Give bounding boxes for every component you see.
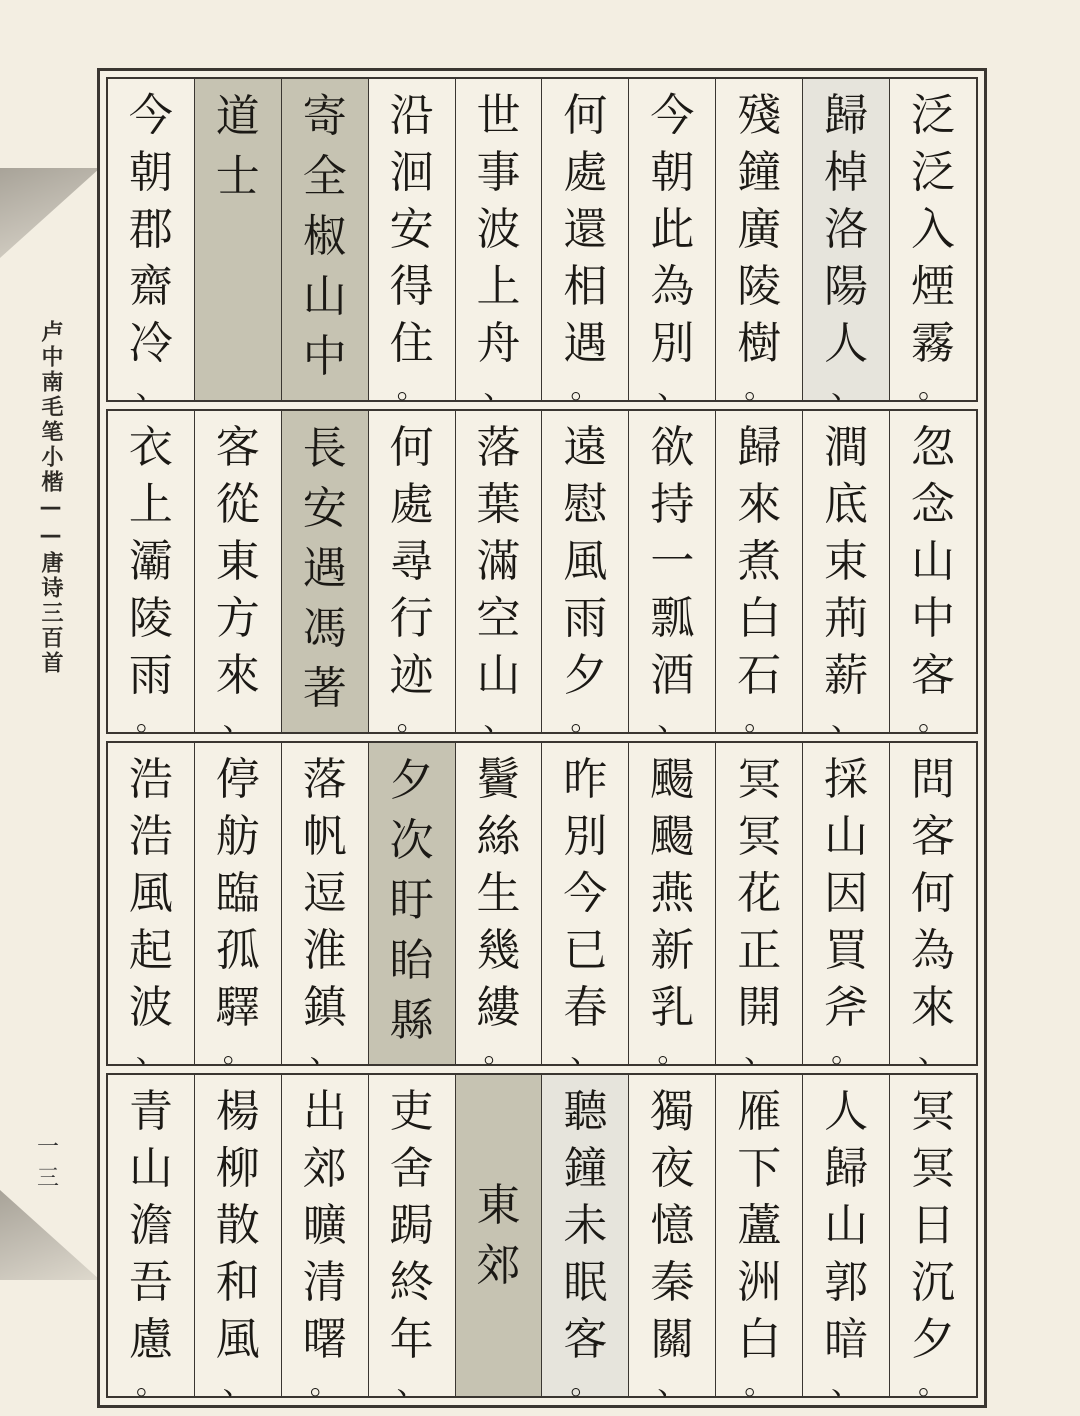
calligraphy-character: 停 — [215, 754, 260, 805]
calligraphy-character: 生 — [476, 868, 521, 919]
calligraphy-character: 迹 — [389, 650, 434, 701]
calligraphy-character: 今 — [650, 90, 695, 141]
calligraphy-character: 雁 — [737, 1086, 782, 1137]
grid-block — [106, 741, 978, 1070]
calligraphy-character: 住 — [389, 318, 434, 369]
verse-column — [281, 743, 368, 1070]
verse-column — [628, 1075, 715, 1402]
spine-book-title: 卢中南毛笔小楷——唐诗三百首 — [38, 320, 63, 676]
verse-column — [715, 743, 802, 1070]
calligraphy-character: 沉 — [911, 1257, 956, 1308]
calligraphy-character: 衣 — [128, 422, 173, 473]
verse-column — [108, 411, 194, 738]
calligraphy-character: 全 — [302, 151, 347, 202]
verse-column — [194, 411, 281, 738]
verse-column — [368, 1075, 455, 1402]
calligraphy-character: 殘 — [737, 90, 782, 141]
calligraphy-character: 風 — [128, 868, 173, 919]
verse-column — [194, 743, 281, 1070]
calligraphy-character: 還 — [563, 204, 608, 255]
calligraphy-character: 春 — [563, 982, 608, 1033]
calligraphy-character: 洛 — [824, 204, 869, 255]
punctuation-mark: 。 — [918, 371, 949, 406]
calligraphy-character: 問 — [911, 754, 956, 805]
punctuation-mark: 、 — [918, 1035, 949, 1070]
punctuation-mark: 、 — [657, 1367, 688, 1402]
calligraphy-character: 處 — [563, 147, 608, 198]
calligraphy-character: 採 — [824, 754, 869, 805]
calligraphy-character: 花 — [737, 868, 782, 919]
calligraphy-character: 山 — [128, 1143, 173, 1194]
verse-column — [368, 411, 455, 738]
calligraphy-character: 來 — [911, 982, 956, 1033]
calligraphy-character: 束 — [824, 536, 869, 587]
punctuation-mark: 。 — [918, 703, 949, 738]
calligraphy-character: 陵 — [128, 593, 173, 644]
calligraphy-character: 浩 — [128, 754, 173, 805]
calligraphy-character: 著 — [302, 663, 347, 714]
calligraphy-character: 歸 — [737, 422, 782, 473]
calligraphy-character: 終 — [389, 1257, 434, 1308]
calligraphy-character: 憶 — [650, 1200, 695, 1251]
calligraphy-character: 冥 — [737, 811, 782, 862]
calligraphy-character: 白 — [737, 593, 782, 644]
calligraphy-character: 石 — [737, 650, 782, 701]
punctuation-mark: 。 — [744, 371, 775, 406]
punctuation-mark: 。 — [222, 1035, 253, 1070]
calligraphy-character: 鐘 — [563, 1143, 608, 1194]
verse-column — [455, 743, 542, 1070]
calligraphy-character: 馮 — [302, 603, 347, 654]
poem-title-column — [455, 1075, 542, 1396]
punctuation-mark: 、 — [831, 371, 862, 406]
calligraphy-character: 山 — [824, 1200, 869, 1251]
calligraphy-character: 夕 — [389, 755, 434, 806]
verse-column — [802, 411, 889, 738]
calligraphy-character: 陽 — [824, 261, 869, 312]
calligraphy-character: 入 — [911, 204, 956, 255]
calligraphy-character: 來 — [215, 650, 260, 701]
grid-block — [106, 409, 978, 738]
calligraphy-character: 秦 — [650, 1257, 695, 1308]
verse-column — [889, 79, 976, 406]
calligraphy-character: 柳 — [215, 1143, 260, 1194]
calligraphy-character: 今 — [128, 90, 173, 141]
poem-title-column — [281, 79, 368, 400]
punctuation-mark: 、 — [483, 703, 514, 738]
calligraphy-character: 因 — [824, 868, 869, 919]
calligraphy-character: 舟 — [476, 318, 521, 369]
calligraphy-character: 洄 — [389, 147, 434, 198]
calligraphy-character: 淮 — [302, 925, 347, 976]
verse-column — [628, 79, 715, 406]
calligraphy-character: 吏 — [389, 1086, 434, 1137]
calligraphy-character: 遇 — [563, 318, 608, 369]
punctuation-mark: 。 — [918, 1367, 949, 1402]
punctuation-mark: 。 — [744, 703, 775, 738]
calligraphy-character: 酒 — [650, 650, 695, 701]
calligraphy-character: 方 — [215, 593, 260, 644]
calligraphy-character: 臨 — [215, 868, 260, 919]
calligraphy-character: 雨 — [563, 593, 608, 644]
page-number: 一三 — [36, 1135, 59, 1191]
verse-column — [889, 1075, 976, 1402]
calligraphy-character: 曠 — [302, 1200, 347, 1251]
calligraphy-character: 滿 — [476, 536, 521, 587]
calligraphy-character: 客 — [563, 1314, 608, 1365]
calligraphy-character: 暗 — [824, 1314, 869, 1365]
punctuation-mark: 。 — [570, 703, 601, 738]
calligraphy-character: 燕 — [650, 868, 695, 919]
calligraphy-character: 尋 — [389, 536, 434, 587]
calligraphy-character: 從 — [215, 479, 260, 530]
calligraphy-character: 冷 — [128, 318, 173, 369]
punctuation-mark: 、 — [831, 1367, 862, 1402]
punctuation-mark: 、 — [222, 703, 253, 738]
verse-column — [715, 79, 802, 406]
verse-column — [541, 743, 628, 1070]
calligraphy-character: 斧 — [824, 982, 869, 1033]
punctuation-mark: 。 — [396, 703, 427, 738]
calligraphy-character: 波 — [128, 982, 173, 1033]
verse-column — [889, 743, 976, 1070]
calligraphy-character: 縷 — [476, 982, 521, 1033]
calligraphy-character: 別 — [563, 811, 608, 862]
calligraphy-character: 陵 — [737, 261, 782, 312]
calligraphy-character: 買 — [824, 925, 869, 976]
calligraphy-character: 得 — [389, 261, 434, 312]
punctuation-mark: 、 — [657, 703, 688, 738]
calligraphy-character: 眙 — [389, 935, 434, 986]
calligraphy-character: 煙 — [911, 261, 956, 312]
calligraphy-character: 灞 — [128, 536, 173, 587]
verse-column — [628, 411, 715, 738]
calligraphy-character: 夕 — [563, 650, 608, 701]
verse-column — [108, 79, 194, 406]
decorative-corner-bottom — [0, 1190, 100, 1280]
calligraphy-character: 跼 — [389, 1200, 434, 1251]
calligraphy-character: 次 — [389, 815, 434, 866]
calligraphy-character: 帆 — [302, 811, 347, 862]
calligraphy-character: 舍 — [389, 1143, 434, 1194]
calligraphy-character: 雨 — [128, 650, 173, 701]
calligraphy-character: 廣 — [737, 204, 782, 255]
calligraphy-character: 上 — [128, 479, 173, 530]
calligraphy-character: 為 — [650, 261, 695, 312]
calligraphy-character: 忽 — [911, 422, 956, 473]
calligraphy-character: 遇 — [302, 543, 347, 594]
calligraphy-character: 已 — [563, 925, 608, 976]
calligraphy-character: 郭 — [824, 1257, 869, 1308]
calligraphy-character: 郡 — [128, 204, 173, 255]
calligraphy-character: 安 — [302, 483, 347, 534]
calligraphy-character: 幾 — [476, 925, 521, 976]
calligraphy-character: 孤 — [215, 925, 260, 976]
calligraphy-character: 聽 — [563, 1086, 608, 1137]
calligraphy-character: 齋 — [128, 261, 173, 312]
calligraphy-character: 為 — [911, 925, 956, 976]
verse-column — [715, 411, 802, 738]
calligraphy-character: 浩 — [128, 811, 173, 862]
punctuation-mark: 。 — [396, 371, 427, 406]
calligraphy-character: 舫 — [215, 811, 260, 862]
calligraphy-character: 鐘 — [737, 147, 782, 198]
verse-column — [541, 411, 628, 738]
calligraphy-character: 出 — [302, 1086, 347, 1137]
verse-column — [368, 79, 455, 406]
punctuation-mark: 、 — [483, 371, 514, 406]
calligraphy-character: 日 — [911, 1200, 956, 1251]
calligraphy-character: 歸 — [824, 90, 869, 141]
calligraphy-character: 風 — [215, 1314, 260, 1365]
verse-column — [802, 743, 889, 1070]
calligraphy-character: 蘆 — [737, 1200, 782, 1251]
punctuation-mark: 。 — [135, 1367, 166, 1402]
calligraphy-character: 持 — [650, 479, 695, 530]
verse-column — [455, 411, 542, 738]
calligraphy-character: 昨 — [563, 754, 608, 805]
punctuation-mark: 。 — [135, 703, 166, 738]
calligraphy-character: 欲 — [650, 422, 695, 473]
calligraphy-character: 中 — [302, 331, 347, 382]
calligraphy-character: 人 — [824, 1086, 869, 1137]
calligraphy-character: 事 — [476, 147, 521, 198]
calligraphy-character: 薪 — [824, 650, 869, 701]
calligraphy-character: 驛 — [215, 982, 260, 1033]
calligraphy-character: 年 — [389, 1314, 434, 1365]
calligraphy-character: 山 — [824, 811, 869, 862]
calligraphy-character: 道 — [215, 91, 260, 142]
calligraphy-character: 青 — [128, 1086, 173, 1137]
calligraphy-character: 下 — [737, 1143, 782, 1194]
punctuation-mark: 。 — [570, 1367, 601, 1402]
grid-block — [106, 1073, 978, 1402]
calligraphy-character: 處 — [389, 479, 434, 530]
calligraphy-character: 沿 — [389, 90, 434, 141]
verse-column — [889, 411, 976, 738]
punctuation-mark: 。 — [831, 1035, 862, 1070]
calligraphy-character: 慰 — [563, 479, 608, 530]
calligraphy-character: 人 — [824, 318, 869, 369]
punctuation-mark: 。 — [309, 1367, 340, 1402]
calligraphy-character: 客 — [911, 811, 956, 862]
calligraphy-character: 泛 — [911, 90, 956, 141]
calligraphy-character: 起 — [128, 925, 173, 976]
verse-column — [802, 1075, 889, 1402]
calligraphy-character: 獨 — [650, 1086, 695, 1137]
poem-title-column — [281, 411, 368, 732]
calligraphy-character: 今 — [563, 868, 608, 919]
calligraphy-character: 葉 — [476, 479, 521, 530]
calligraphy-character: 慮 — [128, 1314, 173, 1365]
calligraphy-character: 寄 — [302, 91, 347, 142]
calligraphy-character: 清 — [302, 1257, 347, 1308]
calligraphy-character: 散 — [215, 1200, 260, 1251]
calligraphy-character: 荊 — [824, 593, 869, 644]
punctuation-mark: 。 — [744, 1367, 775, 1402]
calligraphy-character: 一 — [650, 536, 695, 587]
calligraphy-character: 煮 — [737, 536, 782, 587]
punctuation-mark: 。 — [483, 1035, 514, 1070]
calligraphy-character: 中 — [911, 593, 956, 644]
punctuation-mark: 、 — [744, 1035, 775, 1070]
calligraphy-character: 絲 — [476, 811, 521, 862]
calligraphy-character: 澹 — [128, 1200, 173, 1251]
calligraphy-character: 風 — [563, 536, 608, 587]
calligraphy-character: 來 — [737, 479, 782, 530]
calligraphy-character: 曙 — [302, 1314, 347, 1365]
verse-column — [541, 1075, 628, 1402]
calligraphy-character: 山 — [911, 536, 956, 587]
calligraphy-character: 颺 — [650, 754, 695, 805]
verse-column — [281, 1075, 368, 1402]
punctuation-mark: 。 — [657, 1035, 688, 1070]
verse-column — [541, 79, 628, 406]
punctuation-mark: 、 — [831, 703, 862, 738]
punctuation-mark: 、 — [396, 1367, 427, 1402]
grid-block — [106, 77, 978, 406]
punctuation-mark: 。 — [570, 371, 601, 406]
calligraphy-character: 士 — [215, 151, 260, 202]
calligraphy-character: 夜 — [650, 1143, 695, 1194]
calligraphy-character: 關 — [650, 1314, 695, 1365]
calligraphy-character: 別 — [650, 318, 695, 369]
verse-column — [628, 743, 715, 1070]
calligraphy-character: 遠 — [563, 422, 608, 473]
calligraphy-character: 鬢 — [476, 754, 521, 805]
calligraphy-character: 樹 — [737, 318, 782, 369]
calligraphy-character: 行 — [389, 593, 434, 644]
calligraphy-character: 郊 — [302, 1143, 347, 1194]
calligraphy-character: 何 — [911, 868, 956, 919]
calligraphy-character: 白 — [737, 1314, 782, 1365]
calligraphy-character: 冥 — [911, 1086, 956, 1137]
calligraphy-character: 新 — [650, 925, 695, 976]
calligraphy-character: 念 — [911, 479, 956, 530]
calligraphy-character: 此 — [650, 204, 695, 255]
calligraphy-character: 落 — [302, 754, 347, 805]
verse-column — [455, 79, 542, 406]
calligraphy-character: 瓢 — [650, 593, 695, 644]
calligraphy-character: 何 — [563, 90, 608, 141]
calligraphy-character: 颺 — [650, 811, 695, 862]
calligraphy-character: 客 — [911, 650, 956, 701]
calligraphy-character: 夕 — [911, 1314, 956, 1365]
calligraphy-character: 朝 — [128, 147, 173, 198]
calligraphy-character: 椒 — [302, 211, 347, 262]
calligraphy-character: 正 — [737, 925, 782, 976]
calligraphy-character: 眠 — [563, 1257, 608, 1308]
verse-column — [108, 1075, 194, 1402]
calligraphy-character: 長 — [302, 423, 347, 474]
calligraphy-character: 山 — [476, 650, 521, 701]
calligraphy-character: 冥 — [911, 1143, 956, 1194]
calligraphy-character: 霧 — [911, 318, 956, 369]
calligraphy-character: 冥 — [737, 754, 782, 805]
calligraphy-character: 何 — [389, 422, 434, 473]
calligraphy-character: 朝 — [650, 147, 695, 198]
verse-column — [194, 1075, 281, 1402]
calligraphy-character: 山 — [302, 271, 347, 322]
calligraphy-character: 底 — [824, 479, 869, 530]
calligraphy-character: 乳 — [650, 982, 695, 1033]
verse-column — [802, 79, 889, 406]
calligraphy-character: 逗 — [302, 868, 347, 919]
calligraphy-character: 客 — [215, 422, 260, 473]
calligraphy-character: 鎮 — [302, 982, 347, 1033]
calligraphy-character: 波 — [476, 204, 521, 255]
calligraphy-character: 落 — [476, 422, 521, 473]
verse-column — [715, 1075, 802, 1402]
calligraphy-character: 未 — [563, 1200, 608, 1251]
punctuation-mark: 、 — [135, 1035, 166, 1070]
poem-title-column — [194, 79, 281, 400]
punctuation-mark: 、 — [657, 371, 688, 406]
calligraphy-character: 棹 — [824, 147, 869, 198]
punctuation-mark: 、 — [570, 1035, 601, 1070]
calligraphy-character: 東 — [215, 536, 260, 587]
calligraphy-character: 歸 — [824, 1143, 869, 1194]
calligraphy-character: 吾 — [128, 1257, 173, 1308]
calligraphy-character: 和 — [215, 1257, 260, 1308]
punctuation-mark: 、 — [222, 1367, 253, 1402]
calligraphy-character: 洲 — [737, 1257, 782, 1308]
calligraphy-character: 澗 — [824, 422, 869, 473]
calligraphy-character: 盱 — [389, 875, 434, 926]
calligraphy-character: 上 — [476, 261, 521, 312]
calligraphy-character: 空 — [476, 593, 521, 644]
calligraphy-character: 楊 — [215, 1086, 260, 1137]
calligraphy-grid — [97, 68, 987, 1408]
calligraphy-character: 開 — [737, 982, 782, 1033]
verse-column — [108, 743, 194, 1070]
calligraphy-character: 縣 — [389, 995, 434, 1046]
calligraphy-character: 郊 — [476, 1239, 521, 1291]
calligraphy-character: 相 — [563, 261, 608, 312]
decorative-corner-top — [0, 168, 100, 258]
calligraphy-character: 東 — [476, 1179, 521, 1231]
calligraphy-character: 世 — [476, 90, 521, 141]
punctuation-mark: 、 — [135, 371, 166, 406]
calligraphy-character: 泛 — [911, 147, 956, 198]
punctuation-mark: 、 — [309, 1035, 340, 1070]
poem-title-column — [368, 743, 455, 1064]
calligraphy-character: 安 — [389, 204, 434, 255]
